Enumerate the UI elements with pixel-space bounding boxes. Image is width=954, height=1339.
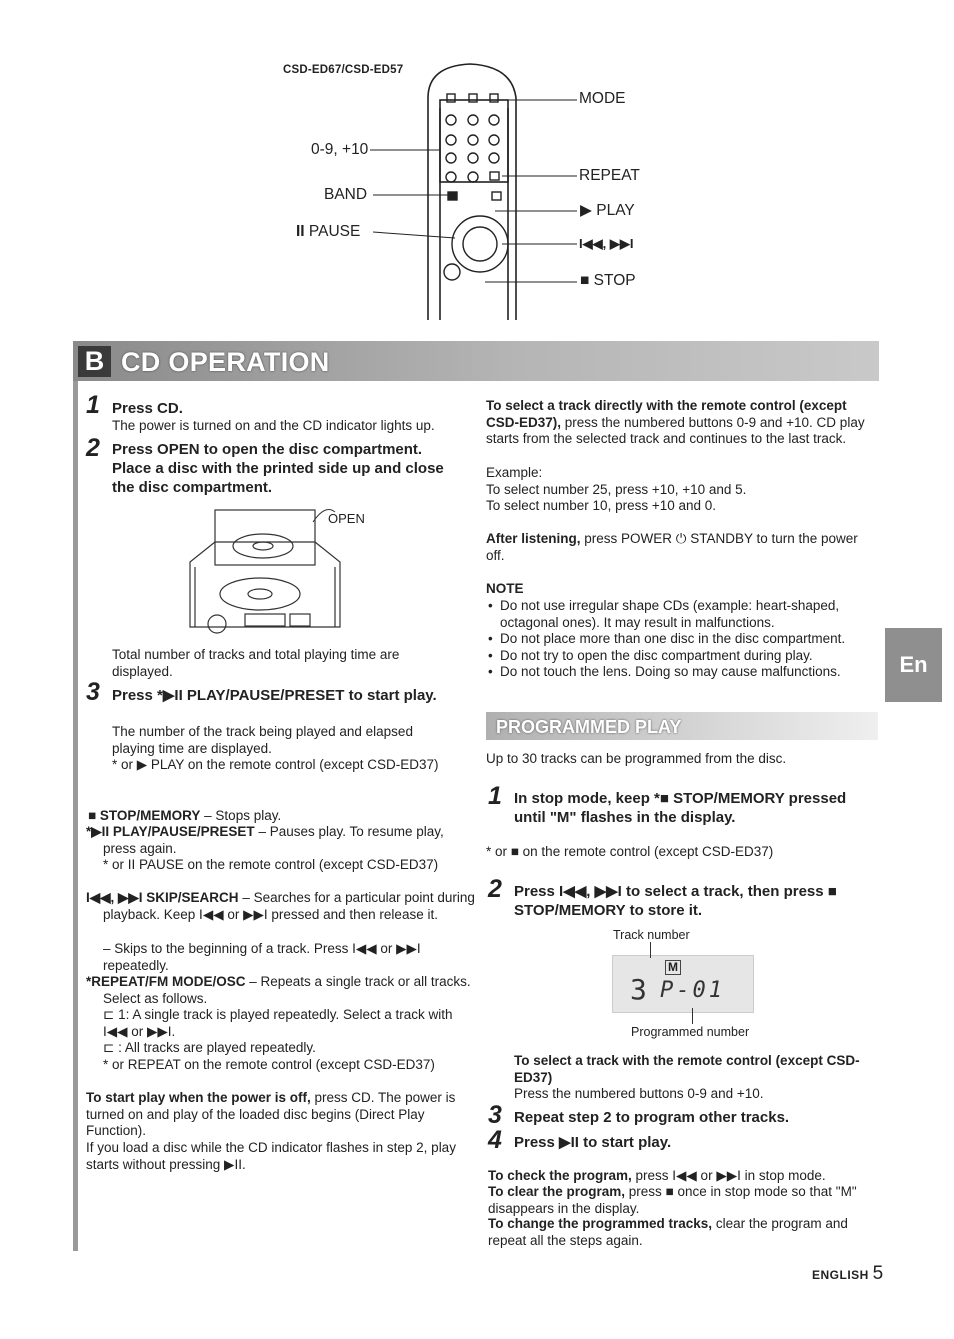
skip-search-desc-2: – Skips to the beginning of a track. Press I◀◀ or ▶▶I repeatedly. [103,941,421,973]
prog-step-1-number: 1 [488,782,502,810]
step-1-body: The power is turned on and the CD indicator lights up. [112,418,435,433]
start-play-desc: To start play when the power is off, press CD. The power is turned on and play of the loaded disc begins (Direct Play Function). [86,1090,456,1138]
step-2-after: Total number of tracks and total playing time are displayed. [112,647,400,679]
display-track-digit: 3 [630,973,647,1006]
digits-label: 0-9, +10 [311,141,369,158]
prog-step-4-title: Press ▶II to start play. [514,1134,672,1151]
prog-step-2-number: 2 [488,875,502,903]
step-1-title: Press CD. [112,400,183,417]
repeat-note: * or REPEAT on the remote control (except CSD-ED37) [103,1057,435,1072]
step-3-title: Press *▶II PLAY/PAUSE/PRESET to start play. [112,687,437,704]
remote-select-text: Press the numbered buttons 0-9 and +10. [514,1086,764,1101]
mode-label: MODE [579,90,626,107]
note-item: • Do not try to open the disc compartment during play. [486,648,876,665]
skip-label: I◀◀, ▶▶I [579,236,634,251]
page-footer [812,1263,884,1284]
repeat-one-icon: ⊏ [103,1007,119,1022]
remote-model-label: CSD-ED67/CSD-ED57 [283,64,404,76]
prog-step-1-note: * or ■ on the remote control (except CSD-ED37) [486,844,774,859]
skip-search-desc: I◀◀, ▶▶I SKIP/SEARCH – Searches for a particular point during playback. Keep I◀◀ or ▶▶I pressed and then release it. [86,890,475,922]
repeat-single-desc: ⊏ 1: A single track is played repeatedly. Select a track with I◀◀ or ▶▶I. [103,1007,453,1039]
programmed-play-intro: Up to 30 tracks can be programmed from the disc. [486,751,787,766]
stop-memory-desc: ■ STOP/MEMORY – Stops play. [88,808,282,823]
repeat-desc: *REPEAT/FM MODE/OSC – Repeats a single track or all tracks. Select as follows. [86,974,471,1006]
programmed-number-caption: Programmed number [631,1025,750,1039]
language-tab: En [885,628,942,702]
pause-label: II PAUSE [296,223,361,240]
prog-step-1-title: In stop mode, keep *■ STOP/MEMORY pressed until "M" flashes in the display. [514,790,847,826]
example-label: Example: [486,465,543,480]
repeat-all-icon: ⊏ [103,1040,119,1055]
left-margin-bar [73,381,78,1251]
direct-select-desc: To select a track directly with the remote control (except CSD-ED37), press the numbered buttons 0-9 and +10. CD play starts from the selected track and continues to the last track. [486,398,865,446]
example-2: To select number 10, press +10 and 0. [486,498,717,513]
remote-select-head: To select a track with the remote control (except CSD-ED37) [514,1053,860,1085]
section-letter: B [78,346,111,377]
step-3-number: 3 [86,678,100,706]
check-program-desc: To check the program, press I◀◀ or ▶▶I in stop mode. [488,1168,826,1183]
step-1-number: 1 [86,391,100,419]
display-program-number: P-01 [660,978,725,1003]
prog-step-3-number: 3 [488,1101,502,1129]
stop-icon: ■ [580,272,594,289]
step-2-number: 2 [86,434,100,462]
note-list [486,598,876,681]
clear-program-desc: To clear the program, press ■ once in stop mode so that "M" disappears in the display. [488,1184,857,1216]
play-icon: ▶ [580,202,597,219]
cd-player-illustration [185,502,345,634]
note-item: • Do not touch the lens. Doing so may cause malfunctions. [486,664,876,681]
start-play-desc-2: If you load a disc while the CD indicator flashes in step 2, play starts without pressing ▶II. [86,1140,456,1172]
programmed-play-title: PROGRAMMED PLAY [496,717,682,737]
prog-step-3-title: Repeat step 2 to program other tracks. [514,1109,790,1126]
step-2-title: Press OPEN to open the disc compartment. Place a disc with the printed side up and close the disc compartment. [112,441,444,496]
step-3-body: The number of the track being played and elapsed playing time are displayed. [112,724,413,756]
play-label: ▶ PLAY [580,202,635,219]
prog-step-4-number: 4 [488,1126,502,1154]
note-title: NOTE [486,581,524,596]
change-program-desc: To change the programmed tracks, clear the program and repeat all the steps again. [488,1216,848,1248]
footer-language: ENGLISH [812,1268,869,1282]
track-number-leader [650,942,651,958]
section-title: CD OPERATION [121,347,330,377]
note-item: • Do not place more than one disc in the disc compartment. [486,631,876,648]
play-pause-note: * or II PAUSE on the remote control (except CSD-ED37) [103,857,439,872]
prog-step-2-title: Press I◀◀, ▶▶I to select a track, then press ■ STOP/MEMORY to store it. [514,883,837,919]
display-memory-indicator: M [665,960,681,975]
band-label: BAND [324,186,368,203]
repeat-all-desc: ⊏ : All tracks are played repeatedly. [103,1040,316,1055]
track-number-caption: Track number [613,928,690,942]
stop-label: ■ STOP [580,272,636,289]
note-item: • Do not use irregular shape CDs (example: heart-shaped, octagonal ones). It may result in malfunctions. [486,598,876,631]
after-listening-desc: After listening, press POWER ⏻ STANDBY to turn the power off. [486,531,858,563]
step-3-note: * or ▶ PLAY on the remote control (except CSD-ED37) [112,757,439,772]
example-1: To select number 25, press +10, +10 and 5. [486,482,747,497]
play-pause-desc: *▶II PLAY/PAUSE/PRESET – Pauses play. To resume play, press again. [86,824,444,856]
repeat-label: REPEAT [579,167,640,184]
open-label: OPEN [328,511,365,526]
pause-icon: II [296,223,309,240]
page-number: 5 [872,1263,884,1284]
programmed-number-leader [692,1008,693,1024]
